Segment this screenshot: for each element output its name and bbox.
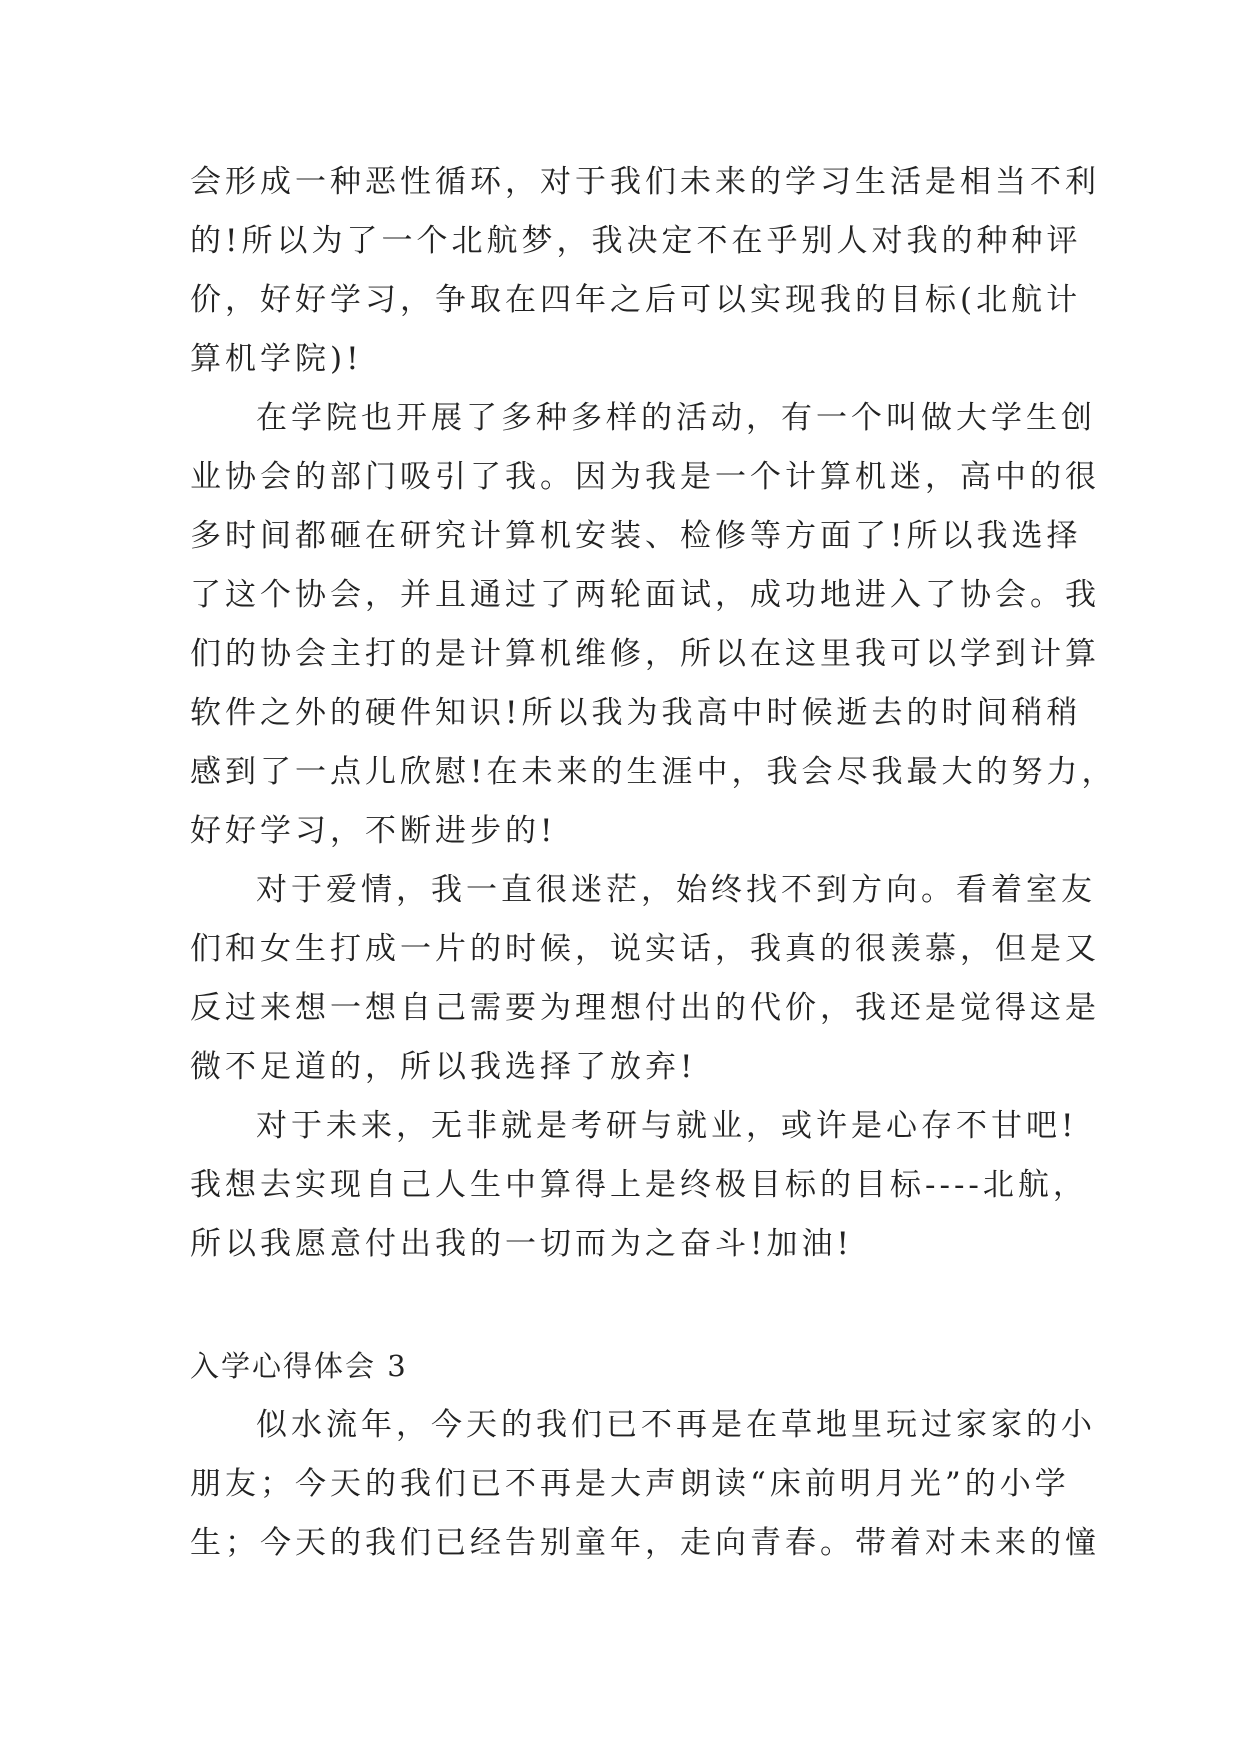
text-line: 业协会的部门吸引了我。因为我是一个计算机迷，高中的很 — [190, 459, 1100, 495]
text-line: 生；今天的我们已经告别童年，走向青春。带着对未来的憧 — [190, 1525, 1100, 1561]
text-line: 软件之外的硬件知识!所以我为我高中时候逝去的时间稍稍 — [190, 695, 1082, 731]
text-line: 了这个协会，并且通过了两轮面试，成功地进入了协会。我 — [190, 577, 1100, 613]
text-line: 算机学院)! — [190, 341, 363, 377]
text-line: 所以我愿意付出我的一切而为之奋斗!加油! — [190, 1226, 853, 1262]
text-line: 会形成一种恶性循环，对于我们未来的学习生活是相当不利 — [190, 164, 1100, 200]
text-line: 的!所以为了一个北航梦，我决定不在乎别人对我的种种评 — [190, 223, 1082, 259]
text-line: 朋友；今天的我们已不再是大声朗读“床前明月光”的小学 — [190, 1466, 1070, 1502]
text-line: 多时间都砸在研究计算机安装、检修等方面了!所以我选择 — [190, 518, 1082, 554]
paragraph-first-line: 在学院也开展了多种多样的活动，有一个叫做大学生创 — [256, 400, 1096, 436]
section-heading: 入学心得体会 3 — [190, 1349, 408, 1383]
text-line: 感到了一点儿欣慰!在未来的生涯中，我会尽我最大的努力， — [190, 754, 1117, 790]
paragraph-first-line: 对于未来，无非就是考研与就业，或许是心存不甘吧! — [256, 1108, 1078, 1144]
text-line: 反过来想一想自己需要为理想付出的代价，我还是觉得这是 — [190, 990, 1100, 1026]
paragraph-first-line: 对于爱情，我一直很迷茫，始终找不到方向。看着室友 — [256, 872, 1096, 908]
text-line: 微不足道的，所以我选择了放弃! — [190, 1049, 697, 1085]
document-body — [190, 153, 1117, 1573]
text-line: 价，好好学习，争取在四年之后可以实现我的目标(北航计 — [190, 282, 1082, 318]
text-line: 们和女生打成一片的时候，说实话，我真的很羡慕，但是又 — [190, 931, 1100, 967]
text-line: 我想去实现自己人生中算得上是终极目标的目标----北航， — [190, 1167, 1088, 1203]
paragraph-first-line: 似水流年，今天的我们已不再是在草地里玩过家家的小 — [256, 1407, 1096, 1443]
text-line: 们的协会主打的是计算机维修，所以在这里我可以学到计算 — [190, 636, 1100, 672]
text-line: 好好学习，不断进步的! — [190, 813, 557, 849]
